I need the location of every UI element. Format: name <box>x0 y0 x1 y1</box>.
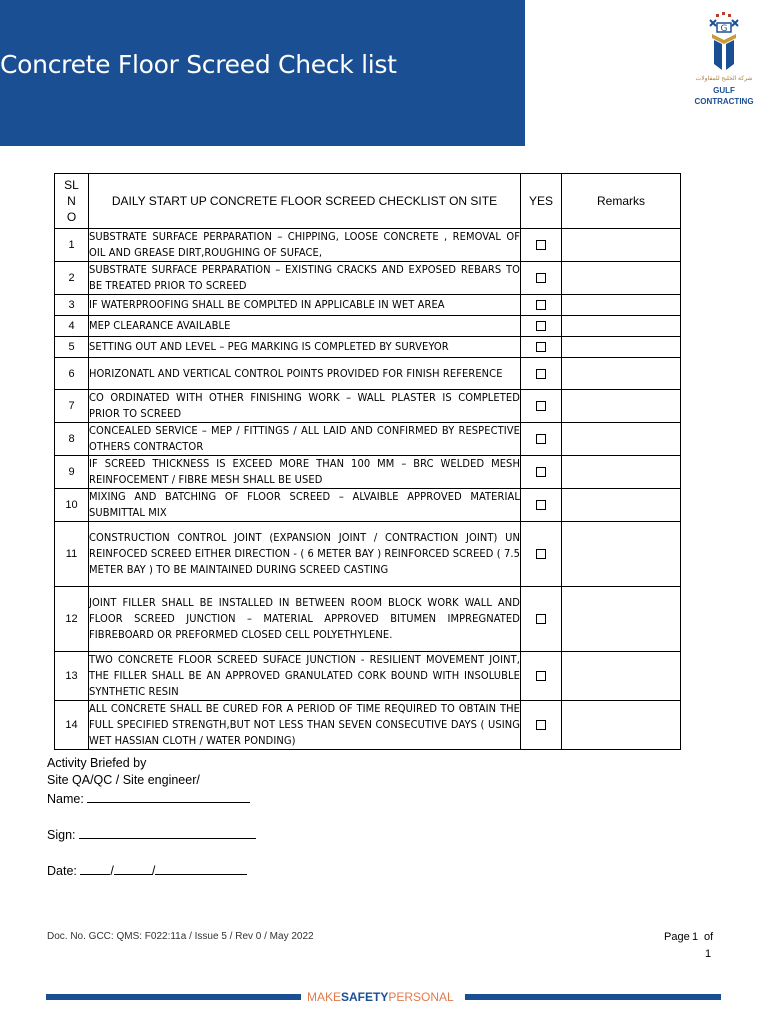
row-number: 3 <box>55 295 89 316</box>
row-description: SUBSTRATE SURFACE PERPARATION – CHIPPING, LOOSE CONCRETE , REMOVAL OF OIL AND GREASE DIRT,ROUGHING OF SUFACE, <box>89 229 521 262</box>
document-number: Doc. No. GCC: QMS: F022:11a / Issue 5 / Rev 0 / May 2022 <box>47 931 314 942</box>
briefed-by-label: Activity Briefed by <box>47 756 147 770</box>
date-year-line[interactable] <box>155 862 247 875</box>
footer-bar-left <box>46 994 301 1000</box>
remarks-cell[interactable] <box>562 337 681 358</box>
remarks-cell[interactable] <box>562 522 681 587</box>
yes-checkbox[interactable] <box>536 240 546 250</box>
checklist-row <box>55 423 681 456</box>
row-number: 7 <box>55 390 89 423</box>
row-number: 9 <box>55 456 89 489</box>
column-header-description: DAILY START UP CONCRETE FLOOR SCREED CHECKLIST ON SITE <box>89 174 521 229</box>
safety-motto: MAKESAFETYPERSONAL <box>307 990 454 1004</box>
sign-input-line[interactable] <box>79 826 256 839</box>
page-total: 1 <box>705 948 712 960</box>
row-description: TWO CONCRETE FLOOR SCREED SUFACE JUNCTION - RESILIENT MOVEMENT JOINT, THE FILLER SHALL BE AN APPROVED GRANULATED CORK BOUND WITH INSOLUBLE SYNTHETIC RESIN <box>89 652 521 701</box>
row-number: 6 <box>55 358 89 390</box>
name-label: Name: <box>47 792 84 806</box>
column-header-yes: YES <box>521 174 562 229</box>
remarks-cell[interactable] <box>562 295 681 316</box>
checklist-row <box>55 295 681 316</box>
yes-cell <box>521 316 562 337</box>
row-description: JOINT FILLER SHALL BE INSTALLED IN BETWEEN ROOM BLOCK WORK WALL AND FLOOR SCREED JUNCTION – MATERIAL APPROVED BITUMEN IMPREGNATED FIBREBOARD OR PREFORMED CLOSED CELL POLYETHYLENE. <box>89 587 521 652</box>
column-header-remarks: Remarks <box>562 174 681 229</box>
company-logo <box>686 10 762 115</box>
checklist-row <box>55 652 681 701</box>
page-label: Page <box>664 931 690 943</box>
yes-checkbox[interactable] <box>536 300 546 310</box>
checklist-row <box>55 316 681 337</box>
row-description: IF SCREED THICKNESS IS EXCEED MORE THAN 100 MM – BRC WELDED MESH REINFOCEMENT / FIBRE MESH SHALL BE USED <box>89 456 521 489</box>
row-number: 10 <box>55 489 89 522</box>
checklist-row <box>55 229 681 262</box>
yes-cell <box>521 652 562 701</box>
yes-cell <box>521 522 562 587</box>
yes-cell <box>521 295 562 316</box>
logo-line-1: GULF <box>713 86 735 95</box>
row-number: 1 <box>55 229 89 262</box>
logo-line-2: CONTRACTING <box>694 97 754 106</box>
yes-cell <box>521 390 562 423</box>
row-description: ALL CONCRETE SHALL BE CURED FOR A PERIOD OF TIME REQUIRED TO OBTAIN THE FULL SPECIFIED STRENGTH,BUT NOT LESS THAN SEVEN CONSECUTIVE DAYS ( USING WET HASSIAN CLOTH / WATER PONDING) <box>89 701 521 750</box>
yes-checkbox[interactable] <box>536 434 546 444</box>
row-description: MEP CLEARANCE AVAILABLE <box>89 316 521 337</box>
yes-checkbox[interactable] <box>536 671 546 681</box>
remarks-cell[interactable] <box>562 229 681 262</box>
yes-checkbox[interactable] <box>536 369 546 379</box>
date-month-line[interactable] <box>114 862 152 875</box>
date-label: Date: <box>47 864 77 878</box>
activity-briefed-by <box>47 755 200 789</box>
checklist-row <box>55 522 681 587</box>
row-description: SUBSTRATE SURFACE PERPARATION – EXISTING CRACKS AND EXPOSED REBARS TO BE TREATED PRIOR TO SCREED <box>89 262 521 295</box>
yes-cell <box>521 701 562 750</box>
yes-cell <box>521 587 562 652</box>
page-number <box>664 931 714 960</box>
yes-checkbox[interactable] <box>536 720 546 730</box>
row-description: SETTING OUT AND LEVEL – PEG MARKING IS COMPLETED BY SURVEYOR <box>89 337 521 358</box>
remarks-cell[interactable] <box>562 423 681 456</box>
title-banner <box>0 0 525 146</box>
yes-cell <box>521 489 562 522</box>
yes-checkbox[interactable] <box>536 614 546 624</box>
page-title: Concrete Floor Screed Check list <box>0 50 397 79</box>
checklist-row <box>55 701 681 750</box>
yes-checkbox[interactable] <box>536 321 546 331</box>
svg-text:G: G <box>720 24 728 34</box>
yes-checkbox[interactable] <box>536 342 546 352</box>
date-day-line[interactable] <box>80 862 110 875</box>
checklist-row <box>55 262 681 295</box>
page-of: of <box>704 931 714 943</box>
date-separator: / <box>151 864 156 878</box>
remarks-cell[interactable] <box>562 390 681 423</box>
yes-checkbox[interactable] <box>536 467 546 477</box>
row-description: IF WATERPROOFING SHALL BE COMPLTED IN APPLICABLE IN WET AREA <box>89 295 521 316</box>
name-field <box>47 790 250 806</box>
logo-emblem-icon <box>686 10 762 76</box>
row-number: 12 <box>55 587 89 652</box>
remarks-cell[interactable] <box>562 489 681 522</box>
date-separator: / <box>110 864 114 878</box>
remarks-cell[interactable] <box>562 316 681 337</box>
column-header-sl-no: SL N O <box>55 174 89 229</box>
logo-arabic-text: شركة الخليج للمقاولات <box>695 76 753 82</box>
checklist-row <box>55 358 681 390</box>
yes-cell <box>521 423 562 456</box>
checklist-row <box>55 587 681 652</box>
checklist-row <box>55 337 681 358</box>
remarks-cell[interactable] <box>562 587 681 652</box>
row-description: CO ORDINATED WITH OTHER FINISHING WORK – WALL PLASTER IS COMPLETED PRIOR TO SCREED <box>89 390 521 423</box>
briefed-by-role: Site QA/QC / Site engineer/ <box>47 773 200 787</box>
sign-field <box>47 826 256 842</box>
row-number: 5 <box>55 337 89 358</box>
row-number: 11 <box>55 522 89 587</box>
date-field <box>47 862 247 878</box>
checklist-table <box>54 173 681 750</box>
row-number: 2 <box>55 262 89 295</box>
page-current: 1 <box>692 931 699 943</box>
checklist-row <box>55 390 681 423</box>
checklist-row <box>55 456 681 489</box>
checklist-row <box>55 489 681 522</box>
remarks-cell[interactable] <box>562 701 681 750</box>
remarks-cell[interactable] <box>562 262 681 295</box>
sign-label: Sign: <box>47 828 76 842</box>
row-description: MIXING AND BATCHING OF FLOOR SCREED – ALVAIBLE APPROVED MATERIAL SUBMITTAL MIX <box>89 489 521 522</box>
yes-cell <box>521 358 562 390</box>
yes-cell <box>521 456 562 489</box>
remarks-cell[interactable] <box>562 652 681 701</box>
yes-cell <box>521 229 562 262</box>
row-number: 4 <box>55 316 89 337</box>
table-header-row <box>55 174 681 229</box>
yes-cell <box>521 337 562 358</box>
yes-cell <box>521 262 562 295</box>
row-description: HORIZONATL AND VERTICAL CONTROL POINTS PROVIDED FOR FINISH REFERENCE <box>89 358 521 390</box>
row-description: CONSTRUCTION CONTROL JOINT (EXPANSION JOINT / CONTRACTION JOINT) UN REINFOCED SCREED EITHER DIRECTION - ( 6 METER BAY ) REINFORCED SCREED ( 7.5 METER BAY ) TO BE MAINTAINED DURING SCREED CASTING <box>89 522 521 587</box>
yes-checkbox[interactable] <box>536 401 546 411</box>
row-description: CONCEALED SERVICE – MEP / FITTINGS / ALL LAID AND CONFIRMED BY RESPECTIVE OTHERS CONTRACTOR <box>89 423 521 456</box>
yes-checkbox[interactable] <box>536 549 546 559</box>
remarks-cell[interactable] <box>562 358 681 390</box>
row-number: 13 <box>55 652 89 701</box>
row-number: 14 <box>55 701 89 750</box>
yes-checkbox[interactable] <box>536 500 546 510</box>
name-input-line[interactable] <box>87 790 250 803</box>
row-number: 8 <box>55 423 89 456</box>
yes-checkbox[interactable] <box>536 273 546 283</box>
footer-bar-right <box>465 994 721 1000</box>
remarks-cell[interactable] <box>562 456 681 489</box>
